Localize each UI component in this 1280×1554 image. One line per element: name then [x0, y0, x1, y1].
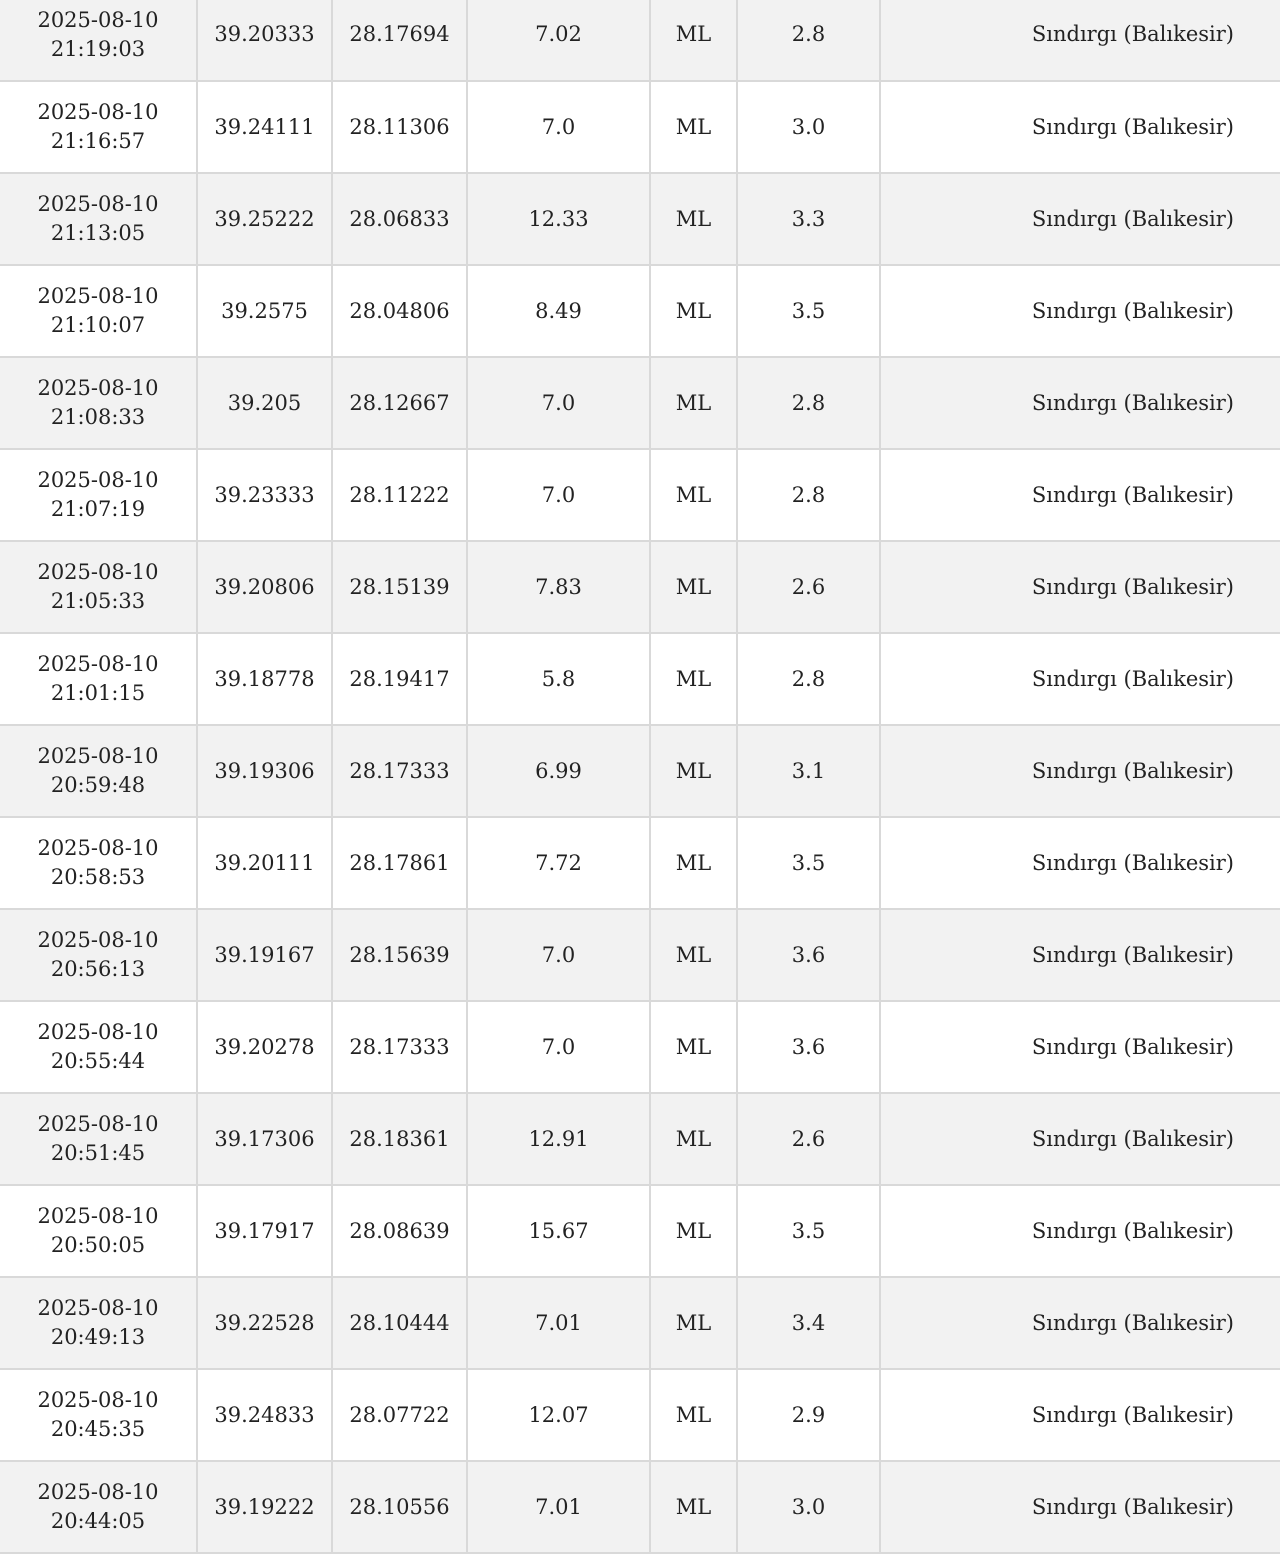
date-text: 2025-08-10	[37, 1204, 159, 1228]
date-text: 2025-08-10	[37, 744, 159, 768]
time-text: 20:56:13	[50, 957, 146, 981]
datetime-cell	[0, 817, 197, 909]
latitude-cell: 39.2575	[197, 265, 332, 357]
date-text: 2025-08-10	[37, 1020, 159, 1044]
datetime-cell	[0, 1093, 197, 1185]
magnitude-cell: 3.5	[737, 265, 880, 357]
table-row	[0, 909, 1280, 1001]
depth-cell: 8.49	[467, 265, 650, 357]
date-text: 2025-08-10	[37, 468, 159, 492]
datetime-cell	[0, 909, 197, 1001]
location-cell: Sındırgı (Balıkesir)	[880, 817, 1280, 909]
longitude-cell: 28.11306	[332, 81, 467, 173]
location-cell: Sındırgı (Balıkesir)	[880, 1277, 1280, 1369]
magnitude-cell: 3.0	[737, 1461, 880, 1553]
depth-cell: 15.67	[467, 1185, 650, 1277]
depth-cell: 7.0	[467, 909, 650, 1001]
latitude-cell: 39.19306	[197, 725, 332, 817]
longitude-cell: 28.07722	[332, 1369, 467, 1461]
time-text: 21:05:33	[50, 589, 146, 613]
latitude-cell: 39.20806	[197, 541, 332, 633]
magnitude-type-cell: ML	[650, 725, 737, 817]
date-text: 2025-08-10	[37, 560, 159, 584]
datetime-cell	[0, 541, 197, 633]
magnitude-type-cell: ML	[650, 1001, 737, 1093]
table-row	[0, 1277, 1280, 1369]
depth-cell: 7.01	[467, 1277, 650, 1369]
magnitude-cell: 3.5	[737, 1185, 880, 1277]
date-text: 2025-08-10	[37, 376, 159, 400]
datetime-cell	[0, 1461, 197, 1553]
datetime-cell	[0, 633, 197, 725]
table-row	[0, 0, 1280, 81]
table-row	[0, 1369, 1280, 1461]
depth-cell: 12.07	[467, 1369, 650, 1461]
magnitude-type-cell: ML	[650, 909, 737, 1001]
datetime-cell	[0, 725, 197, 817]
magnitude-type-cell: ML	[650, 449, 737, 541]
table-row	[0, 725, 1280, 817]
date-text: 2025-08-10	[37, 1388, 159, 1412]
datetime-cell	[0, 1001, 197, 1093]
date-text: 2025-08-10	[37, 1480, 159, 1504]
magnitude-type-cell: ML	[650, 633, 737, 725]
time-text: 20:50:05	[50, 1233, 146, 1257]
table-row	[0, 541, 1280, 633]
location-cell: Sındırgı (Balıkesir)	[880, 0, 1280, 81]
time-text: 21:01:15	[50, 681, 146, 705]
latitude-cell: 39.18778	[197, 633, 332, 725]
magnitude-type-cell: ML	[650, 817, 737, 909]
datetime-cell	[0, 173, 197, 265]
location-cell: Sındırgı (Balıkesir)	[880, 81, 1280, 173]
location-cell: Sındırgı (Balıkesir)	[880, 541, 1280, 633]
table-row	[0, 1001, 1280, 1093]
date-text: 2025-08-10	[37, 1296, 159, 1320]
time-text: 21:07:19	[50, 497, 146, 521]
longitude-cell: 28.10556	[332, 1461, 467, 1553]
table-row	[0, 633, 1280, 725]
datetime-cell	[0, 0, 197, 81]
time-text: 20:44:05	[50, 1509, 146, 1533]
magnitude-cell: 3.4	[737, 1277, 880, 1369]
magnitude-type-cell: ML	[650, 1093, 737, 1185]
depth-cell: 6.99	[467, 725, 650, 817]
depth-cell: 12.91	[467, 1093, 650, 1185]
datetime-cell	[0, 1369, 197, 1461]
time-text: 20:55:44	[50, 1049, 146, 1073]
magnitude-cell: 3.6	[737, 1001, 880, 1093]
location-cell: Sındırgı (Balıkesir)	[880, 725, 1280, 817]
magnitude-type-cell: ML	[650, 1277, 737, 1369]
date-text: 2025-08-10	[37, 836, 159, 860]
magnitude-type-cell: ML	[650, 81, 737, 173]
table-row	[0, 357, 1280, 449]
table-row	[0, 449, 1280, 541]
depth-cell: 7.83	[467, 541, 650, 633]
datetime-cell	[0, 265, 197, 357]
magnitude-cell: 2.6	[737, 1093, 880, 1185]
location-cell: Sındırgı (Balıkesir)	[880, 1461, 1280, 1553]
date-text: 2025-08-10	[37, 1112, 159, 1136]
magnitude-cell: 3.3	[737, 173, 880, 265]
table-row	[0, 1093, 1280, 1185]
datetime-cell	[0, 81, 197, 173]
longitude-cell: 28.17861	[332, 817, 467, 909]
magnitude-cell: 3.5	[737, 817, 880, 909]
magnitude-cell: 3.6	[737, 909, 880, 1001]
magnitude-cell: 2.8	[737, 449, 880, 541]
latitude-cell: 39.23333	[197, 449, 332, 541]
depth-cell: 7.0	[467, 1001, 650, 1093]
magnitude-cell: 2.8	[737, 0, 880, 81]
location-cell: Sındırgı (Balıkesir)	[880, 1093, 1280, 1185]
longitude-cell: 28.17333	[332, 1001, 467, 1093]
magnitude-cell: 2.8	[737, 633, 880, 725]
datetime-cell	[0, 1277, 197, 1369]
magnitude-cell: 3.0	[737, 81, 880, 173]
date-text: 2025-08-10	[37, 928, 159, 952]
time-text: 21:19:03	[50, 36, 146, 61]
date-text: 2025-08-10	[37, 284, 159, 308]
depth-cell: 5.8	[467, 633, 650, 725]
depth-cell: 12.33	[467, 173, 650, 265]
latitude-cell: 39.25222	[197, 173, 332, 265]
datetime-cell	[0, 357, 197, 449]
longitude-cell: 28.15139	[332, 541, 467, 633]
longitude-cell: 28.19417	[332, 633, 467, 725]
latitude-cell: 39.22528	[197, 1277, 332, 1369]
depth-cell: 7.0	[467, 357, 650, 449]
magnitude-type-cell: ML	[650, 541, 737, 633]
date-text: 2025-08-10	[37, 652, 159, 676]
location-cell: Sındırgı (Balıkesir)	[880, 265, 1280, 357]
table-row	[0, 81, 1280, 173]
longitude-cell: 28.17694	[332, 0, 467, 81]
latitude-cell: 39.17306	[197, 1093, 332, 1185]
date-text: 2025-08-10	[37, 100, 159, 124]
table-row	[0, 1185, 1280, 1277]
magnitude-cell: 2.6	[737, 541, 880, 633]
longitude-cell: 28.04806	[332, 265, 467, 357]
magnitude-cell: 2.9	[737, 1369, 880, 1461]
longitude-cell: 28.10444	[332, 1277, 467, 1369]
magnitude-type-cell: ML	[650, 357, 737, 449]
longitude-cell: 28.18361	[332, 1093, 467, 1185]
magnitude-cell: 3.1	[737, 725, 880, 817]
table-row	[0, 1461, 1280, 1553]
table-row	[0, 817, 1280, 909]
magnitude-cell: 2.8	[737, 357, 880, 449]
latitude-cell: 39.19167	[197, 909, 332, 1001]
longitude-cell: 28.15639	[332, 909, 467, 1001]
time-text: 20:45:35	[50, 1417, 146, 1441]
table-row	[0, 265, 1280, 357]
time-text: 20:58:53	[50, 865, 146, 889]
depth-cell: 7.0	[467, 449, 650, 541]
magnitude-type-cell: ML	[650, 265, 737, 357]
location-cell: Sındırgı (Balıkesir)	[880, 1001, 1280, 1093]
magnitude-type-cell: ML	[650, 1369, 737, 1461]
time-text: 21:16:57	[50, 129, 146, 153]
latitude-cell: 39.20278	[197, 1001, 332, 1093]
latitude-cell: 39.19222	[197, 1461, 332, 1553]
longitude-cell: 28.08639	[332, 1185, 467, 1277]
magnitude-type-cell: ML	[650, 1461, 737, 1553]
longitude-cell: 28.11222	[332, 449, 467, 541]
magnitude-type-cell: ML	[650, 0, 737, 81]
latitude-cell: 39.20111	[197, 817, 332, 909]
time-text: 20:51:45	[50, 1141, 146, 1165]
location-cell: Sındırgı (Balıkesir)	[880, 909, 1280, 1001]
time-text: 21:13:05	[50, 221, 146, 245]
location-cell: Sındırgı (Balıkesir)	[880, 173, 1280, 265]
depth-cell: 7.02	[467, 0, 650, 81]
time-text: 21:08:33	[50, 405, 146, 429]
location-cell: Sındırgı (Balıkesir)	[880, 633, 1280, 725]
date-text: 2025-08-10	[37, 192, 159, 216]
longitude-cell: 28.06833	[332, 173, 467, 265]
latitude-cell: 39.24833	[197, 1369, 332, 1461]
datetime-cell	[0, 449, 197, 541]
location-cell: Sındırgı (Balıkesir)	[880, 1369, 1280, 1461]
date-text: 2025-08-10	[37, 7, 159, 32]
depth-cell: 7.0	[467, 81, 650, 173]
magnitude-type-cell: ML	[650, 1185, 737, 1277]
time-text: 21:10:07	[50, 313, 146, 337]
depth-cell: 7.72	[467, 817, 650, 909]
location-cell: Sındırgı (Balıkesir)	[880, 449, 1280, 541]
latitude-cell: 39.24111	[197, 81, 332, 173]
datetime-cell	[0, 1185, 197, 1277]
location-cell: Sındırgı (Balıkesir)	[880, 357, 1280, 449]
latitude-cell: 39.205	[197, 357, 332, 449]
latitude-cell: 39.17917	[197, 1185, 332, 1277]
location-cell: Sındırgı (Balıkesir)	[880, 1185, 1280, 1277]
latitude-cell: 39.20333	[197, 0, 332, 81]
longitude-cell: 28.17333	[332, 725, 467, 817]
time-text: 20:49:13	[50, 1325, 146, 1349]
depth-cell: 7.01	[467, 1461, 650, 1553]
longitude-cell: 28.12667	[332, 357, 467, 449]
magnitude-type-cell: ML	[650, 173, 737, 265]
time-text: 20:59:48	[50, 773, 146, 797]
table-row	[0, 173, 1280, 265]
